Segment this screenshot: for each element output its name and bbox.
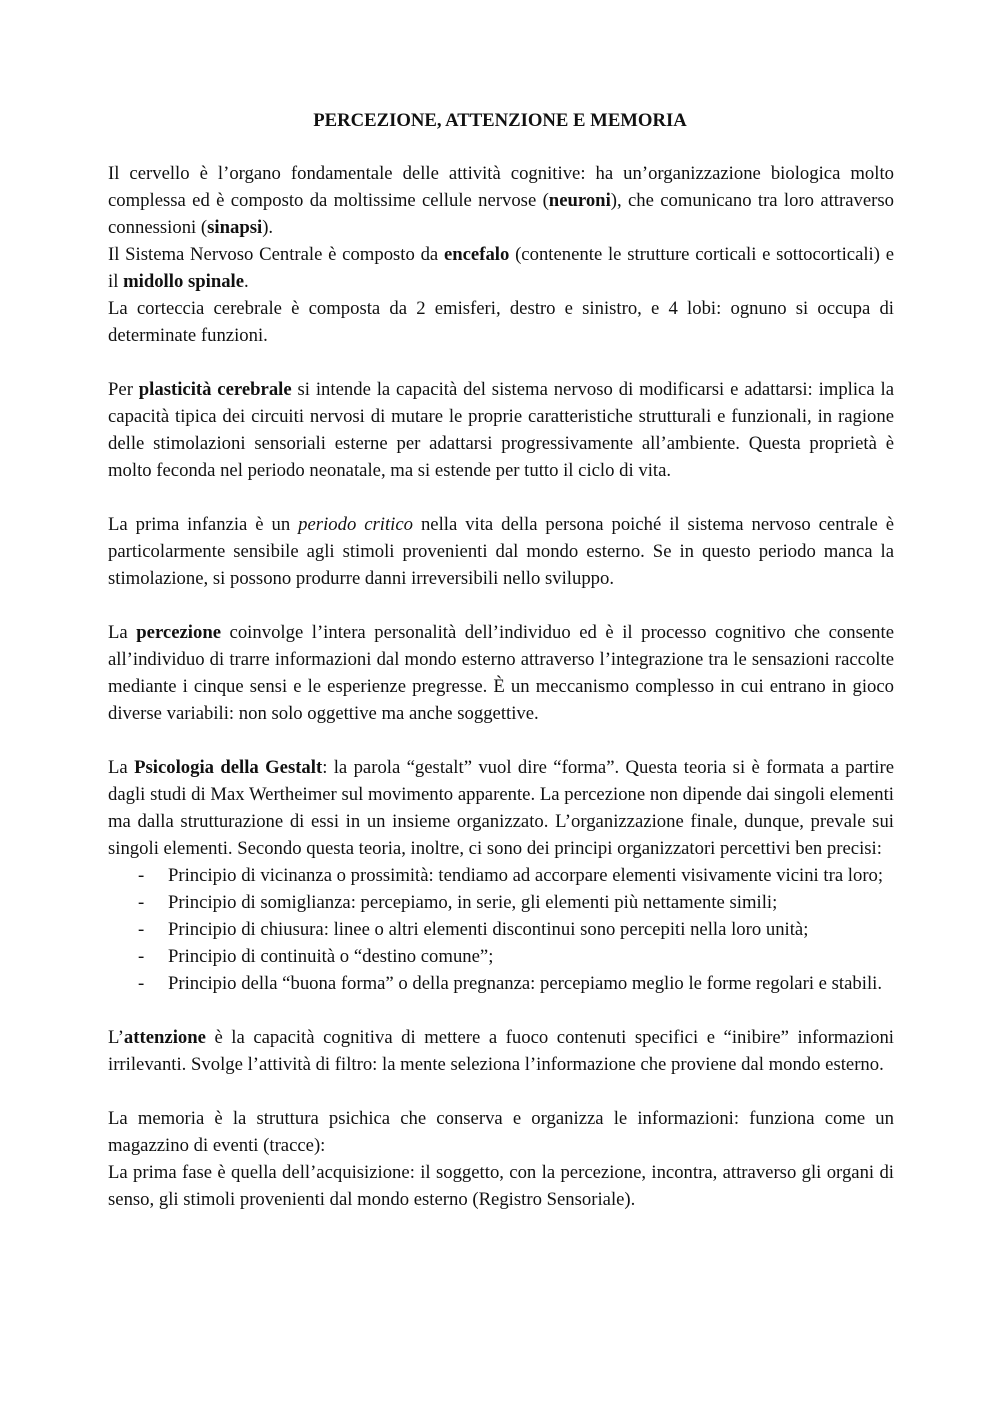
document-body bbox=[108, 160, 894, 1213]
text-span: . bbox=[244, 271, 249, 292]
list-item-text: Principio della “buona forma” o della pregnanza: percepiamo meglio le forme regolari e stabili. bbox=[168, 973, 882, 994]
document-title: PERCEZIONE, ATTENZIONE E MEMORIA bbox=[313, 110, 687, 131]
list-dash: - bbox=[138, 919, 145, 940]
list-dash: - bbox=[138, 892, 145, 913]
text-span: Il Sistema Nervoso Centrale è composto da bbox=[108, 244, 444, 265]
text-span: ). bbox=[262, 217, 274, 238]
text-span: coinvolge l’intera personalità dell’individuo ed è il processo cognitivo che consente all’individuo di trarre informazioni dal mondo esterno attraverso l’integrazione tra le sensazioni raccolte mediante i cinque sensi e le esperienze pregresse. È un meccanismo complesso in cui entrano in gioco diverse variabili: non solo oggettive ma anche soggettive. bbox=[108, 622, 894, 724]
paragraph-acquisition: La prima fase è quella dell’acquisizione: il soggetto, con la percezione, incontra, attraverso gli organi di senso, gli stimoli provenienti dal mondo esterno (Registro Sensoriale). bbox=[108, 1162, 894, 1210]
term-encefalo: encefalo bbox=[443, 244, 510, 265]
paragraph-cns bbox=[108, 241, 894, 295]
term-gestalt: Psicologia della Gestalt bbox=[134, 757, 323, 778]
list-item-text: Principio di continuità o “destino comune”; bbox=[168, 946, 494, 967]
paragraph-infancy bbox=[108, 511, 894, 592]
term-sinapsi: sinapsi bbox=[207, 217, 263, 238]
term-neuroni: neuroni bbox=[548, 190, 611, 211]
list-item bbox=[108, 943, 894, 970]
text-span: L’ bbox=[108, 1027, 124, 1048]
paragraph-brain bbox=[108, 160, 894, 241]
list-item bbox=[108, 889, 894, 916]
list-item bbox=[108, 970, 894, 997]
list-item-text: Principio di chiusura: linee o altri elementi discontinui sono percepiti nella loro unità; bbox=[168, 919, 809, 940]
list-item-text: Principio di somiglianza: percepiamo, in serie, gli elementi più nettamente simili; bbox=[168, 892, 778, 913]
paragraph-perception bbox=[108, 619, 894, 727]
list-dash: - bbox=[138, 973, 145, 994]
list-dash: - bbox=[138, 865, 145, 886]
paragraph-attention bbox=[108, 1024, 894, 1078]
term-periodo-critico: periodo critico bbox=[298, 514, 414, 535]
gestalt-principles-list bbox=[108, 862, 894, 997]
text-span: nella vita della persona poiché il sistema nervoso centrale è particolarmente sensibile agli stimoli provenienti dal mondo esterno. Se in questo periodo manca la stimolazione, si possono produrre danni irreversibili nello sviluppo. bbox=[108, 514, 894, 589]
term-percezione: percezione bbox=[136, 622, 222, 643]
text-span: si intende la capacità del sistema nervoso di modificarsi e adattarsi: implica la capacità tipica dei circuiti nervosi di mutare le proprie caratteristiche strutturali e funzionali, in ragione delle stimolazioni sensoriali esterne per adattarsi progressivamente all’ambiente. Questa proprietà è molto feconda nel periodo neonatale, ma si estende per tutto il ciclo di vita. bbox=[108, 379, 894, 481]
text-span: La bbox=[108, 622, 137, 643]
term-attenzione: attenzione bbox=[123, 1027, 206, 1048]
list-item-text: Principio di vicinanza o prossimità: tendiamo ad accorpare elementi visivamente vicini tra loro; bbox=[168, 865, 884, 886]
list-dash: - bbox=[138, 946, 145, 967]
text-span: Il cervello è l’organo fondamentale delle attività cognitive: ha un’organizzazione biologica molto complessa ed è composto da moltissime cellule nervose ( bbox=[108, 163, 894, 211]
paragraph-memory: La memoria è la struttura psichica che conserva e organizza le informazioni: funziona come un magazzino di eventi (tracce): bbox=[108, 1108, 894, 1156]
paragraph-gestalt bbox=[108, 754, 894, 862]
paragraph-cortex: La corteccia cerebrale è composta da 2 emisferi, destro e sinistro, e 4 lobi: ognuno si occupa di determinate funzioni. bbox=[108, 298, 894, 346]
text-span: ), che comunicano tra loro attraverso connessioni ( bbox=[108, 190, 894, 238]
text-span: Per bbox=[108, 379, 139, 400]
text-span: è la capacità cognitiva di mettere a fuoco contenuti specifici e “inibire” informazioni irrilevanti. Svolge l’attività di filtro: la mente seleziona l’informazione che proviene dal mondo esterno. bbox=[108, 1027, 894, 1075]
term-plasticita: plasticità cerebrale bbox=[138, 379, 292, 400]
list-item bbox=[108, 916, 894, 943]
paragraph-plasticity bbox=[108, 376, 894, 484]
text-span: (contenente le strutture corticali e sottocorticali) e il bbox=[108, 244, 894, 292]
list-item bbox=[108, 862, 894, 889]
text-span: La bbox=[108, 757, 135, 778]
text-span: : la parola “gestalt” vuol dire “forma”. Questa teoria si è formata a partire dagli studi di Max Wertheimer sul movimento apparente. La percezione non dipende dai singoli elementi ma dalla strutturazione di essi in un insieme organizzato. L’organizzazione finale, dunque, prevale sui singoli elementi. Secondo questa teoria, inoltre, ci sono dei principi organizzatori percettivi ben precisi: bbox=[108, 757, 894, 859]
term-midollo-spinale: midollo spinale bbox=[123, 271, 245, 292]
text-span: La prima infanzia è un bbox=[108, 514, 299, 535]
